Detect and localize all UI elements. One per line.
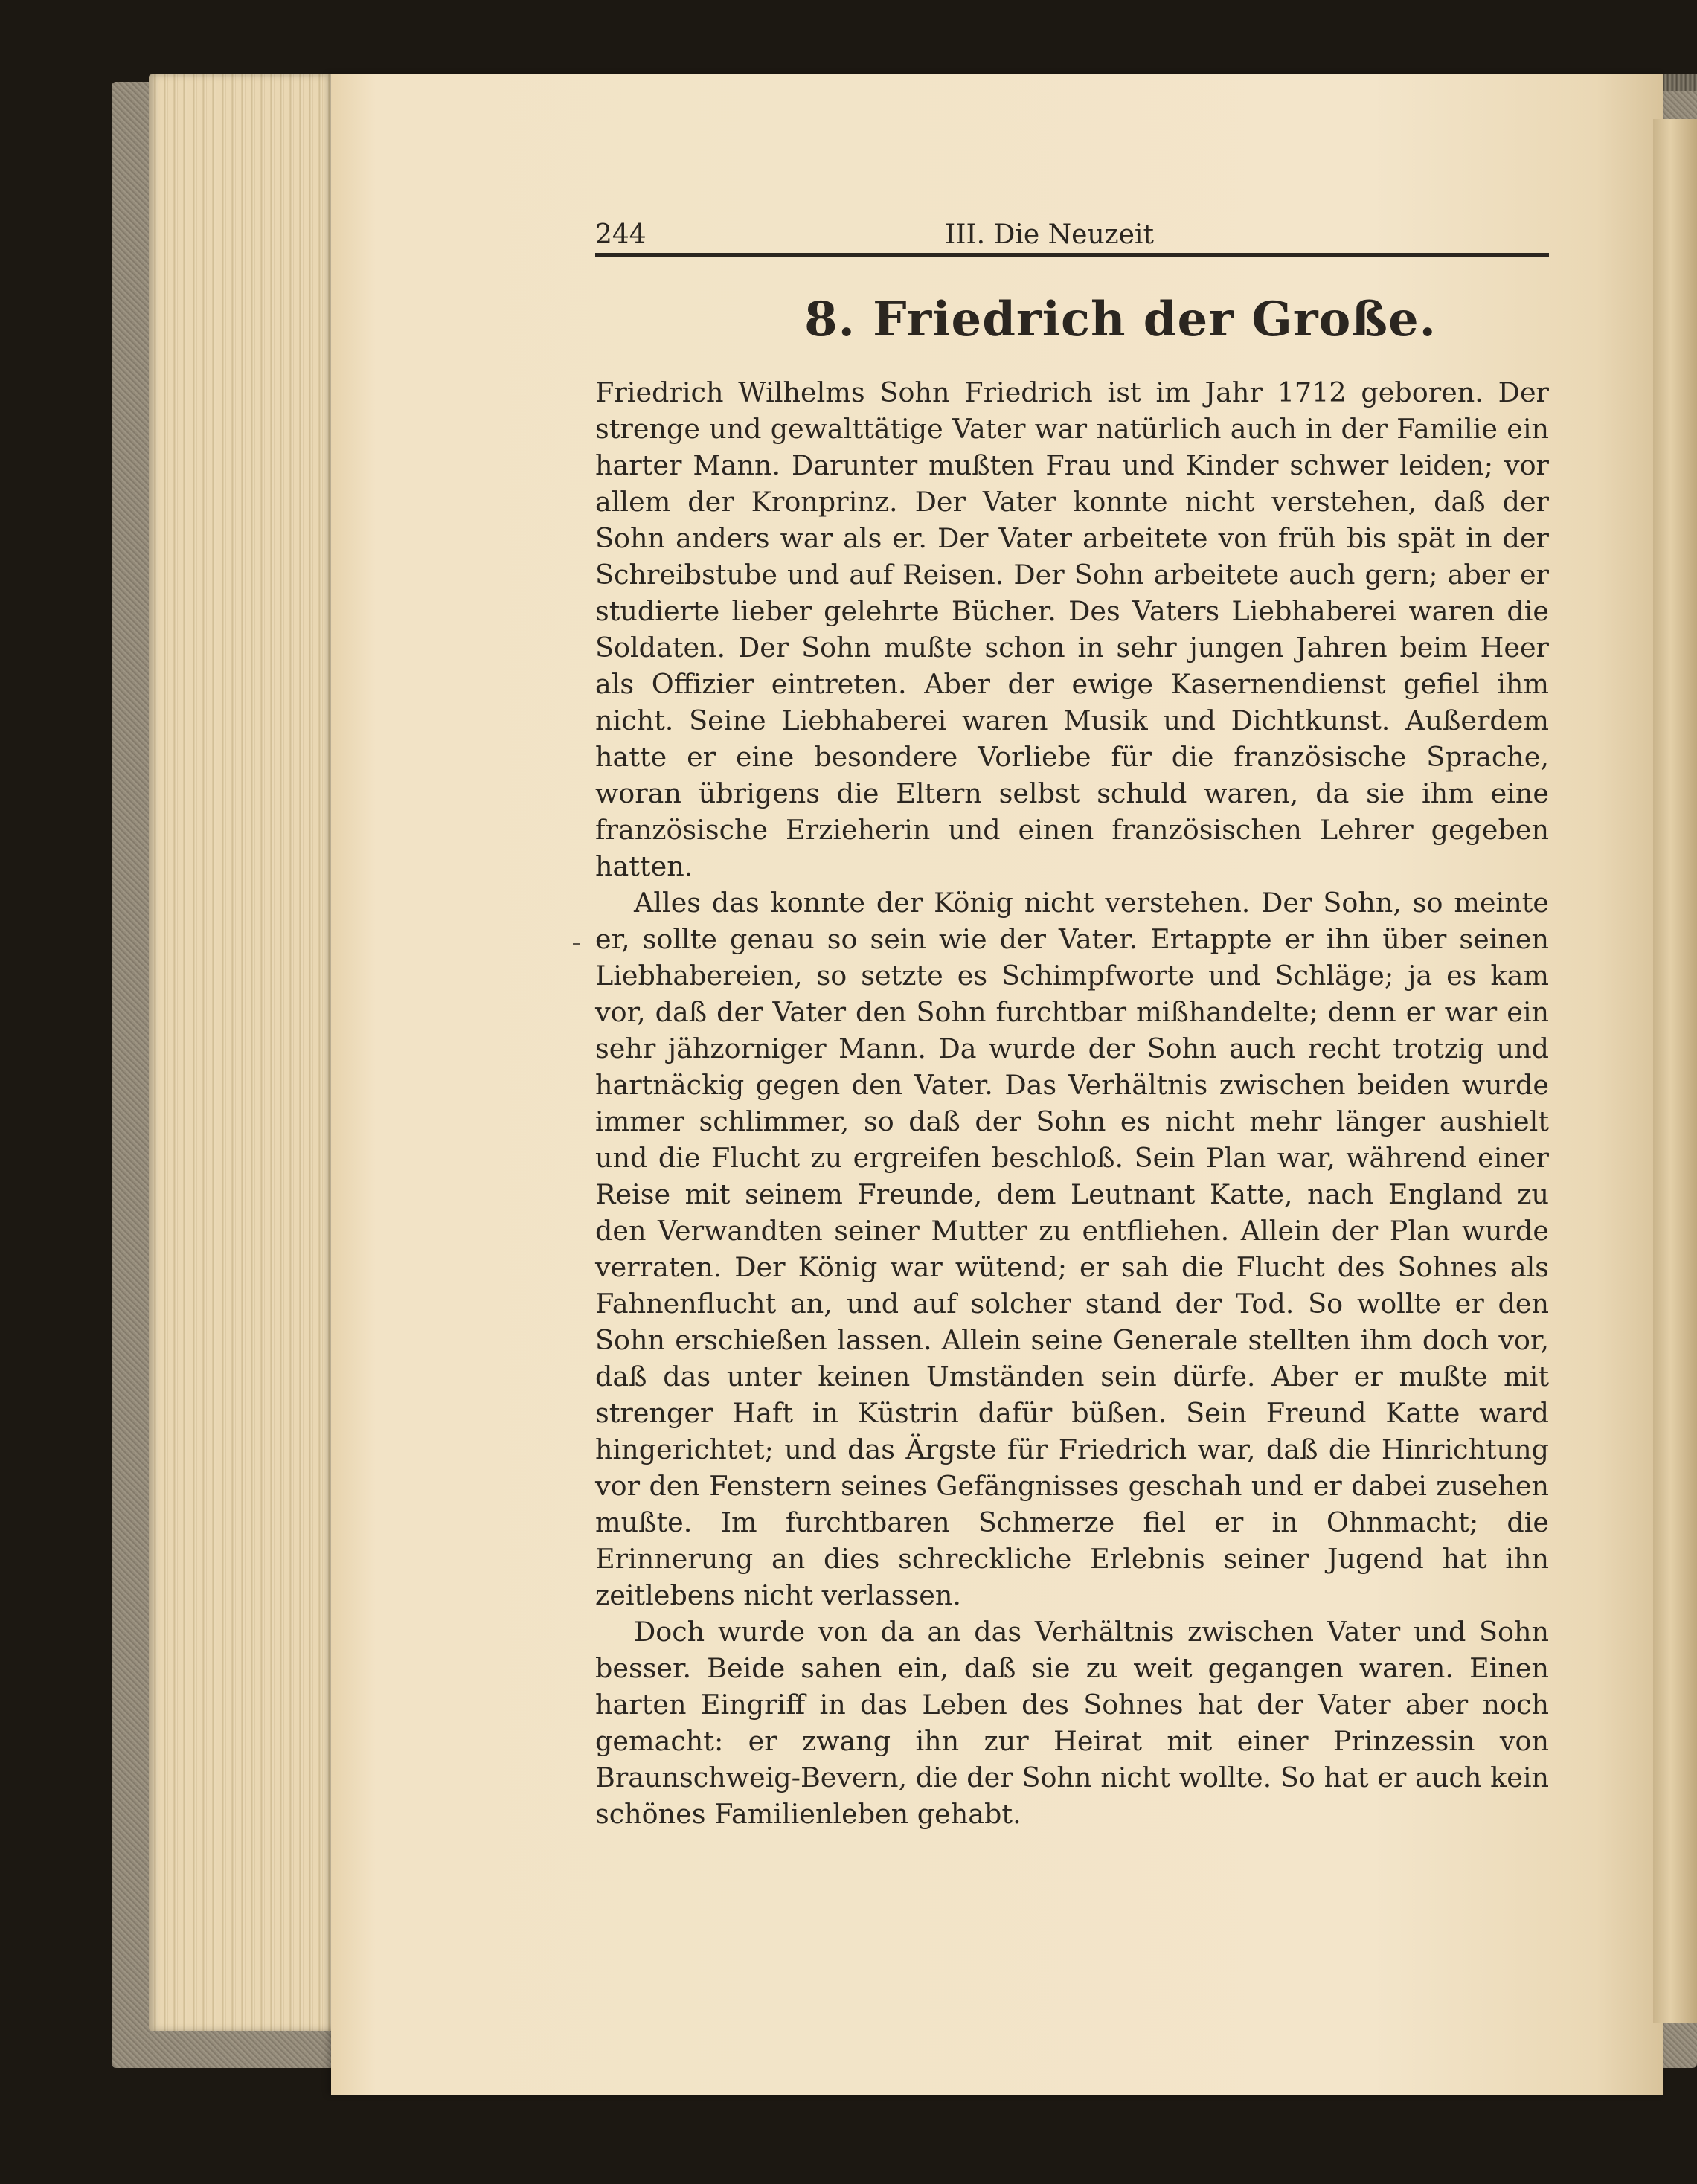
section-title: III. Die Neuzeit bbox=[945, 219, 1154, 250]
page-edges bbox=[149, 74, 335, 2031]
chapter-title: 8. Friedrich der Große. bbox=[804, 292, 1437, 347]
page-number: 244 bbox=[595, 219, 647, 250]
paragraph-3: Doch wurde von da an das Verhältnis zwischen Vater und Sohn besser. Beide sahen ein, daß sie zu weit gegangen waren. Einen harten Eingriff in das Leben des Sohnes hat der Vater aber noch gemacht: er zwang ihn zur Heirat mit einer Prinzessin von Braunschweig-Bevern, die der Sohn nicht wollte. So hat er auch kein schönes Familienleben gehabt. bbox=[595, 1616, 1549, 1831]
running-head bbox=[595, 217, 1549, 257]
paragraph-2: Alles das konnte der König nicht verstehen. Der Sohn, so meinte er, sollte genau so sein wie der Vater. Ertappte er ihn über seinen Liebhabereien, so setzte es Schimpfworte und Schläge; ja es kam vor, daß der Vater den Sohn furchtbar mißhandelte; denn er war ein sehr jähzorniger Mann. Da wurde der Sohn auch recht trotzig und hartnäckig gegen den Vater. Das Verhältnis zwischen beiden wurde immer schlimmer, so daß der Sohn es nicht mehr länger aushielt und die Flucht zu ergreifen beschloß. Sein Plan war, während einer Reise mit seinem Freunde, dem Leutnant Katte, nach England zu den Verwandten seiner Mutter zu entfliehen. Allein der Plan wurde verraten. Der König war wütend; er sah die Flucht des Sohnes als Fahnenflucht an, und auf solcher stand der Tod. So wollte er den Sohn erschießen lassen. Allein seine Generale stellten ihm doch vor, daß das unter keinen Umständen sein dürfe. Aber er mußte mit strenger Haft in Küstrin dafür büßen. Sein Freund Katte ward hingerichtet; und das Ärgste für Friedrich war, daß die Hinrichtung vor den Fenstern seines Gefängnisses geschah und er dabei zusehen mußte. Im furchtbaren Schmerze fiel er in Ohnmacht; die Erinnerung an dies schreckliche Erlebnis seiner Jugend hat ihn zeitlebens nicht verlassen. bbox=[595, 887, 1549, 1612]
margin-mark bbox=[573, 943, 580, 945]
page-content bbox=[595, 217, 1549, 1832]
paragraph-1: Friedrich Wilhelms Sohn Friedrich ist im Jahr 1712 geboren. Der strenge und gewalttätige Vater war natürlich auch in der Familie ein harter Mann. Darunter mußten Frau und Kinder schwer leiden; vor allem der Kronprinz. Der Vater konnte nicht verstehen, daß der Sohn anders war als er. Der Vater arbeitete von früh bis spät in der Schreibstube und auf Reisen. Der Sohn arbeitete auch gern; aber er studierte lieber gelehrte Bücher. Des Vaters Liebhaberei waren die Soldaten. Der Sohn mußte schon in sehr jungen Jahren beim Heer als Offizier eintreten. Aber der ewige Kasernendienst gefiel ihm nicht. Seine Liebhaberei waren Musik und Dichtkunst. Außerdem hatte er eine besondere Vorliebe für die französische Sprache, woran übrigens die Eltern selbst schuld waren, da sie ihm eine französische Erzieherin und einen französischen Lehrer gegeben hatten. bbox=[595, 376, 1549, 883]
adjacent-page-edge bbox=[1653, 119, 1697, 2023]
